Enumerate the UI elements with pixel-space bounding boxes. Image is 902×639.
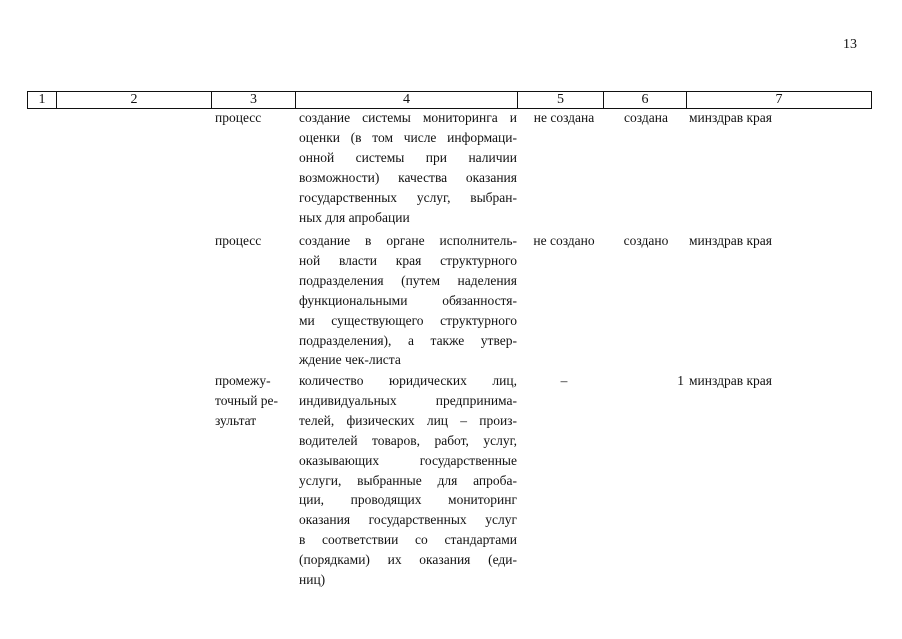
header-cell-5: 5 [518, 92, 604, 109]
row-description [299, 231, 517, 370]
row-base-value: – [560, 373, 568, 388]
description-line: услуги, выбранные для апроба- [299, 472, 517, 488]
row-type-line: процесс [215, 110, 262, 125]
description-line: функциональными обязанностя- [299, 292, 517, 308]
row-responsible: минздрав края [689, 373, 772, 388]
description-line: (порядками) их оказания (еди- [299, 552, 517, 568]
row-type-line: зультат [215, 412, 257, 428]
row-base-value: не создано [533, 233, 595, 248]
row-type-line: точный ре- [215, 392, 279, 408]
description-line: создание системы мониторинга и [299, 110, 517, 125]
description-line: подразделения (путем наделения [299, 272, 517, 288]
description-line: ми существующего структурного [299, 312, 517, 328]
description-line: количество юридических лиц, [299, 373, 517, 388]
header-cell-6: 6 [604, 92, 687, 109]
description-line: ных для апробации [299, 209, 410, 225]
description-line: водителей товаров, работ, услуг, [299, 432, 517, 448]
description-line: оказания государственных услуг [299, 512, 517, 528]
description-line: подразделения), а также утвер- [299, 332, 517, 348]
header-cell-2: 2 [57, 92, 212, 109]
row-target-value: 1 [677, 373, 684, 388]
row-description [299, 108, 517, 227]
row-target-value: создано [623, 233, 669, 248]
row-type [215, 231, 291, 251]
description-line: создание в органе исполнитель- [299, 233, 517, 248]
description-line: оценки (в том числе информаци- [299, 129, 517, 145]
column-number-header [27, 91, 872, 109]
description-line: оказывающих государственные [299, 452, 517, 468]
description-line: онной системы при наличии [299, 149, 517, 165]
row-target-value: создана [624, 110, 668, 125]
row-type [215, 371, 291, 431]
description-line: в соответствии со стандартами [299, 532, 517, 548]
row-type [215, 108, 291, 128]
description-line: телей, физических лиц – произ- [299, 412, 517, 428]
row-description [299, 371, 517, 590]
header-cell-7: 7 [687, 92, 872, 109]
description-line: индивидуальных предпринима- [299, 392, 517, 408]
header-cell-3: 3 [212, 92, 296, 109]
header-cell-4: 4 [296, 92, 518, 109]
description-line: возможности) качества оказания [299, 169, 517, 185]
description-line: ждение чек-листа [299, 352, 401, 368]
description-line: ной власти края структурного [299, 252, 517, 268]
row-responsible: минздрав края [689, 110, 772, 125]
row-type-line: процесс [215, 233, 262, 248]
header-cell-1: 1 [28, 92, 57, 109]
description-line: ции, проводящих мониторинг [299, 492, 517, 508]
row-type-line: промежу- [215, 373, 271, 388]
description-line: государственных услуг, выбран- [299, 189, 517, 205]
row-responsible: минздрав края [689, 233, 772, 248]
page-number: 13 [843, 37, 857, 52]
description-line: ниц) [299, 572, 326, 588]
row-base-value: не создана [533, 110, 595, 125]
